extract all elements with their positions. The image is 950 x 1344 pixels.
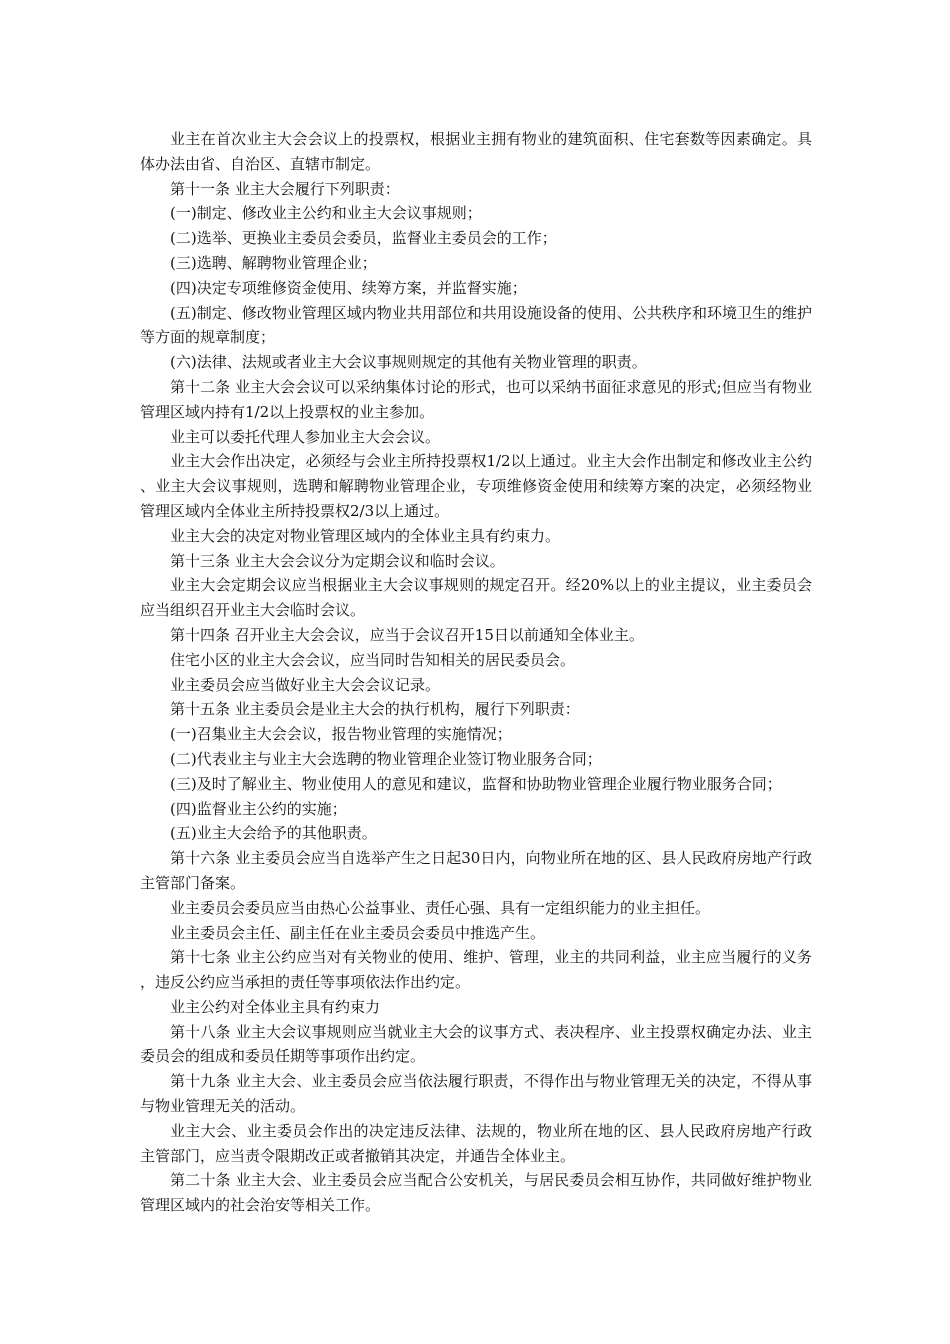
paragraph-article-17-binding: 业主公约对全体业主具有约束力 [170, 997, 381, 1016]
paragraph-article-12-binding: 业主大会的决定对物业管理区域内的全体业主具有约束力。 [170, 526, 561, 545]
paragraph-article-15-item-4: (四)监督业主公约的实施； [170, 799, 347, 818]
paragraph-article-15-item-5: (五)业主大会给予的其他职责。 [170, 824, 377, 843]
paragraph-article-12-decisions: 业主大会作出决定，必须经与会业主所持投票权1/2以上通过。业主大会作出制定和修改业主公约、业主大会议事规则，选聘和解聘物业管理企业，专项维修资金使用和续筹方案的决定，必须经物业管理区域内全体业主所持投票权2/3以上通过。 [140, 452, 812, 520]
paragraph-article-12-proxy: 业主可以委托代理人参加业主大会会议。 [170, 427, 441, 446]
paragraph-article-13: 第十三条 业主大会会议分为定期会议和临时会议。 [170, 551, 505, 570]
paragraph-article-18: 第十八条 业主大会议事规则应当就业主大会的议事方式、表决程序、业主投票权确定办法、业主委员会的组成和委员任期等事项作出约定。 [140, 1022, 812, 1066]
paragraph-article-14-records: 业主委员会应当做好业主大会会议记录。 [170, 675, 441, 694]
paragraph-article-17: 第十七条 业主公约应当对有关物业的使用、维护、管理，业主的共同利益，业主应当履行的义务，违反公约应当承担的责任等事项依法作出约定。 [140, 948, 812, 992]
paragraph-article-15: 第十五条 业主委员会是业主大会的执行机构，履行下列职责： [170, 700, 580, 719]
paragraph-article-20: 第二十条 业主大会、业主委员会应当配合公安机关，与居民委员会相互协作，共同做好维护物业管理区域内的社会治安等相关工作。 [140, 1171, 812, 1215]
paragraph-article-11-item-1: (一)制定、修改业主公约和业主大会议事规则； [170, 204, 482, 223]
paragraph-article-19-violations: 业主大会、业主委员会作出的决定违反法律、法规的，物业所在地的区、县人民政府房地产行政主管部门，应当责令限期改正或者撤销其决定，并通告全体业主。 [140, 1121, 812, 1165]
paragraph-article-19: 第十九条 业主大会、业主委员会应当依法履行职责，不得作出与物业管理无关的决定，不得从事与物业管理无关的活动。 [140, 1072, 812, 1116]
paragraph-article-11-item-6: (六)法律、法规或者业主大会议事规则规定的其他有关物业管理的职责。 [170, 353, 647, 372]
paragraph-article-14: 第十四条 召开业主大会会议，应当于会议召开15日以前通知全体业主。 [170, 625, 644, 644]
paragraph-article-11-item-2: (二)选举、更换业主委员会委员，监督业主委员会的工作； [170, 229, 557, 248]
paragraph-article-12: 第十二条 业主大会会议可以采纳集体讨论的形式，也可以采纳书面征求意见的形式;但应当有物业管理区域内持有1/2以上投票权的业主参加。 [140, 377, 812, 421]
paragraph-article-15-item-1: (一)召集业主大会会议，报告物业管理的实施情况； [170, 725, 512, 744]
paragraph-article-11-item-5: (五)制定、修改物业管理区域内物业共用部位和共用设施设备的使用、公共秩序和环境卫生的维护等方面的规章制度； [140, 303, 812, 347]
paragraph-article-16-members: 业主委员会委员应当由热心公益事业、责任心强、具有一定组织能力的业主担任。 [170, 898, 711, 917]
paragraph-voting-rights: 业主在首次业主大会会议上的投票权，根据业主拥有物业的建筑面积、住宅套数等因素确定。具体办法由省、自治区、直辖市制定。 [140, 130, 812, 173]
paragraph-article-16-chair: 业主委员会主任、副主任在业主委员会委员中推选产生。 [170, 923, 546, 942]
paragraph-article-11-item-4: (四)决定专项维修资金使用、续筹方案，并监督实施； [170, 278, 527, 297]
paragraph-article-15-item-3: (三)及时了解业主、物业使用人的意见和建议，监督和协助物业管理企业履行物业服务合同； [170, 774, 782, 793]
document-body [140, 127, 812, 1218]
paragraph-article-15-item-2: (二)代表业主与业主大会选聘的物业管理企业签订物业服务合同； [170, 749, 602, 768]
paragraph-article-11: 第十一条 业主大会履行下列职责： [170, 179, 400, 198]
paragraph-article-16: 第十六条 业主委员会应当自选举产生之日起30日内，向物业所在地的区、县人民政府房地产行政主管部门备案。 [140, 849, 812, 892]
paragraph-article-11-item-3: (三)选聘、解聘物业管理企业； [170, 253, 377, 272]
paragraph-article-13-meetings: 业主大会定期会议应当根据业主大会议事规则的规定召开。经20%以上的业主提议，业主委员会应当组织召开业主大会临时会议。 [140, 576, 812, 620]
paragraph-article-14-residents: 住宅小区的业主大会会议，应当同时告知相关的居民委员会。 [170, 650, 576, 669]
